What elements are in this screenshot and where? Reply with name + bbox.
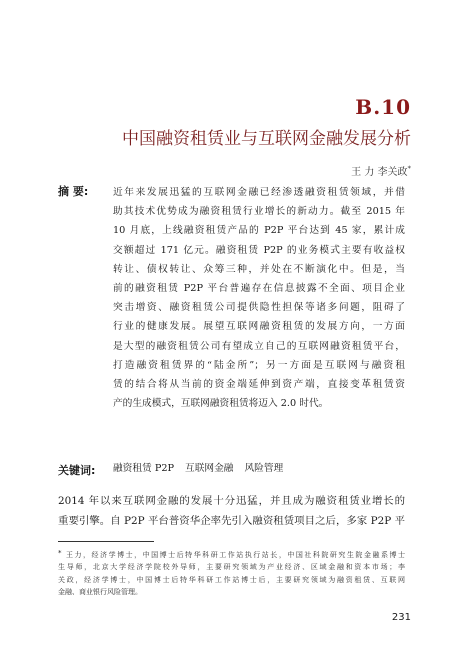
abstract-line: 产的生成模式，互联网融资租赁将迈入 2.0 时代。: [113, 398, 329, 410]
abstract-line: 打造融资租赁界的“陆金所”；另一方面是互联网与融资租: [113, 359, 405, 371]
page-number: 231: [391, 612, 411, 623]
abstract: [113, 183, 405, 413]
keywords-label: 关键词:: [58, 464, 96, 477]
footnote-line: 金融、商业银行风险管理。: [58, 588, 142, 597]
footnote-line: 生导师，北京大学经济学院校外导师，主要研究领域为产业经济、区域金融和资本市场；李: [58, 563, 405, 572]
authors: [351, 163, 411, 178]
abstract-line: 10 月底，上线融资租赁产品的 P2P 平台达到 45 家，累计成: [113, 225, 405, 237]
keyword: 互联网金融: [185, 463, 234, 474]
footnote: [58, 549, 405, 599]
abstract-line: 赁的结合将从当前的资金端延伸到资产端，直接变革租赁资: [113, 378, 405, 390]
abstract-line: 行业的健康发展。展望互联网融资租赁的发展方向，一方面: [113, 321, 405, 333]
abstract-line: 交额超过 171 亿元。融资租赁 P2P 的业务模式主要有收益权: [113, 244, 405, 256]
body-text: [58, 492, 405, 531]
abstract-label: 摘 要:: [58, 185, 89, 198]
keywords: [113, 462, 294, 476]
footnote-line: 王力，经济学博士，中国博士后特华科研工作站执行站长，中国社科院研究生院金融系博士: [66, 551, 405, 559]
report-number: B.10: [355, 95, 411, 119]
footnote-line: 关政，经济学博士，中国博士后特华科研工作站博士后，主要研究领域为融资租赁、互联网: [58, 575, 405, 584]
abstract-line: 转让、债权转让、众筹三种，并处在不断演化中。但是，当: [113, 263, 405, 275]
author-footnote-mark: *: [407, 164, 411, 173]
keyword: 融资租赁 P2P: [113, 463, 175, 474]
abstract-line: 前的融资租赁 P2P 平台普遍存在信息披露不全面、项目企业: [113, 282, 405, 294]
author-names: 王 力 李关政: [351, 167, 408, 178]
abstract-line: 助其技术优势成为融资租赁行业增长的新动力。截至 2015 年: [113, 206, 405, 218]
abstract-line: 近年来发展迅猛的互联网金融已经渗透融资租赁领域，并借: [113, 187, 405, 198]
chapter-title: 中国融资租赁业与互联网金融发展分析: [122, 129, 411, 149]
abstract-line: 是大型的融资租赁公司有望成立自己的互联网融资租赁平台，: [113, 340, 405, 352]
keyword: 风险管理: [244, 463, 284, 474]
footnote-mark: *: [58, 549, 62, 557]
footnote-rule: [58, 541, 154, 542]
body-line: 2014 年以来互联网金融的发展十分迅猛，并且成为融资租赁业增长的: [58, 495, 405, 507]
body-line: 重要引擎。自 P2P 平台普资华企率先引入融资租赁项目之后，多家 P2P 平: [58, 514, 405, 527]
abstract-line: 突击增资、融资租赁公司提供隐性担保等诸多问题，阻碍了: [113, 302, 405, 314]
